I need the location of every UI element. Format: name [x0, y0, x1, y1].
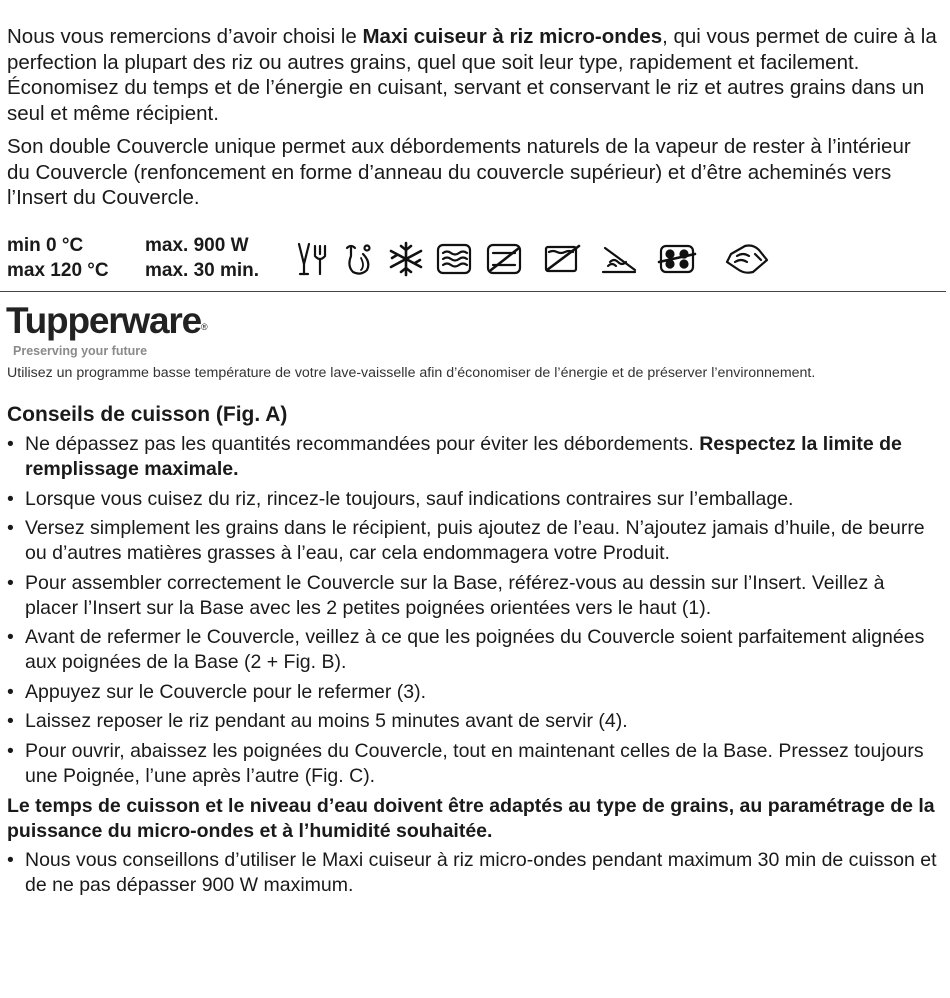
no-grill-icon	[543, 240, 581, 278]
intro-paragraph-2: Son double Couvercle unique permet aux débordements naturels de la vapeur de rester à l’intérieur du Couvercle (renfoncement en forme d’anneau du couvercle supérieur) et d’être acheminés vers l’Insert du Couvercle.	[7, 135, 911, 209]
section-divider	[0, 291, 946, 292]
list-item-text: Lorsque vous cuisez du riz, rincez-le toujours, sauf indications contraires sur l’emballage.	[25, 487, 794, 510]
list-item	[7, 680, 937, 705]
microwave-specs	[145, 233, 259, 283]
list-item	[7, 739, 937, 789]
no-hob-icon	[657, 240, 695, 278]
registered-mark: ®	[200, 322, 207, 332]
list-item	[7, 848, 937, 898]
list-item	[7, 571, 937, 621]
brand-logo	[6, 298, 206, 344]
max-temperature: max 120 °C	[7, 260, 109, 281]
microwave-safe-icon	[435, 240, 473, 278]
intro-text: Nous vous remercions d’avoir choisi le	[7, 25, 363, 48]
no-oven-icon	[485, 240, 523, 278]
dishwasher-safe-icon	[295, 240, 333, 278]
list-item-bold-text: Respectez la limite de remplissage maximale.	[25, 433, 902, 480]
intro-paragraph-1	[7, 24, 937, 126]
no-stovetop-icon	[600, 240, 638, 278]
list-item-text: Nous vous conseillons d’utiliser le Maxi cuiseur à riz micro-ondes pendant maximum 30 min de cuisson et de ne pas dépasser 900 W maximum.	[25, 849, 937, 896]
list-item-text: Ne dépassez pas les quantités recommandées pour éviter les débordements.	[25, 433, 700, 455]
list-item-text: Versez simplement les grains dans le récipient, puis ajoutez de l’eau. N’ajoutez jamais d’huile, de beurre ou d’autres matières grasses à l’eau, car cela endommagera votre Produit.	[25, 517, 925, 564]
cooking-adjustment-note: Le temps de cuisson et le niveau d’eau doivent être adaptés au type de grains, au paramétrage de la puissance du micro-ondes et à l’humidité souhaitée.	[7, 795, 935, 842]
list-item-text: Appuyez sur le Couvercle pour le refermer (3).	[25, 680, 426, 703]
list-item-text: Laissez reposer le riz pendant au moins 5 minutes avant de servir (4).	[25, 710, 628, 732]
temperature-specs	[7, 233, 109, 283]
list-item	[7, 516, 937, 566]
product-name: Maxi cuiseur à riz micro-ondes	[362, 25, 663, 48]
max-power: max. 900 W	[145, 235, 249, 256]
tupperware-lid-icon	[723, 240, 771, 278]
list-item	[7, 432, 937, 482]
list-item	[7, 709, 937, 734]
brand-name: Tupperware	[6, 300, 201, 341]
list-item-text: Pour ouvrir, abaissez les poignées du Couvercle, tout en maintenant celles de la Base. Pressez toujours une Poignée, l’une après l’autre (Fig. C).	[25, 739, 924, 787]
power-recommendation-list	[7, 848, 937, 903]
freezer-safe-icon	[387, 240, 425, 278]
fridge-safe-icon	[341, 240, 379, 278]
max-time: max. 30 min.	[145, 260, 260, 281]
min-temperature: min 0 °C	[7, 235, 84, 256]
list-item	[7, 625, 937, 675]
cooking-tips-list	[7, 432, 937, 793]
eco-note: Utilisez un programme basse température de votre lave-vaisselle afin d’économiser de l’énergie et de préserver l’environnement.	[7, 365, 816, 381]
list-item	[7, 487, 937, 512]
list-item-text: Avant de refermer le Couvercle, veillez à ce que les poignées du Couvercle soient parfaitement alignées aux poignées de la Base (2 + Fig. B).	[25, 626, 925, 673]
section-title: Conseils de cuisson (Fig. A)	[7, 403, 288, 426]
intro-text-continued: , qui vous permet de cuire à la perfection la plupart des riz ou autres grains, quel que soit leur type, rapidement et facilement. Économisez du temps et de l’énergie en cuisant, servant et conservant le riz et autres grains dans un seul et même récipient.	[7, 25, 937, 125]
list-item-text: Pour assembler correctement le Couvercle sur la Base, référez-vous au dessin sur l’Insert. Veillez à placer l’Insert sur la Base avec les 2 petites poignées orientées vers le haut (1).	[25, 571, 885, 619]
brand-tagline: Preserving your future	[13, 344, 148, 358]
